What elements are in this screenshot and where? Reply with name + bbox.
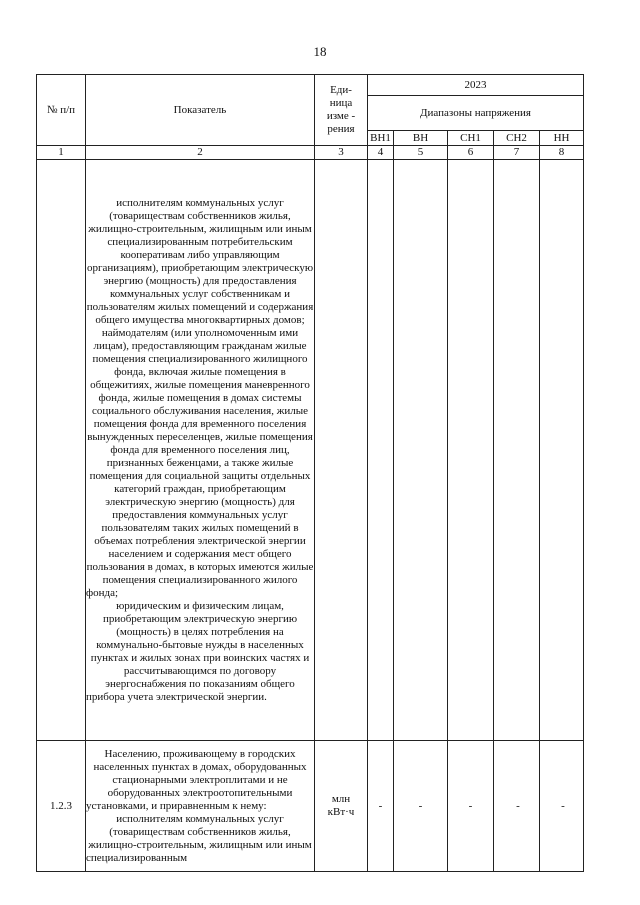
row-unit	[315, 741, 368, 872]
indicator-paragraph: юридическим и физическим лицам, приобретающим электрическую энергию (мощность) в целях потребления на коммунально-бытовые нужды в населенных пунктах и жилых зонах при воинских частях и рассчитывающимся по договору энергоснабжения по показаниям общего прибора учета электрической энергии.	[86, 599, 310, 703]
column-number: 8	[540, 146, 584, 160]
row-value-nn	[540, 160, 584, 741]
table-row	[37, 160, 584, 741]
unit-line: изме -	[326, 110, 356, 122]
column-number: 4	[368, 146, 394, 160]
column-number: 2	[86, 146, 315, 160]
header-num-col: № п/п	[37, 75, 86, 146]
row-value-sn2	[494, 160, 540, 741]
row-value-sn1: -	[448, 741, 494, 872]
row-value-vn: -	[394, 741, 448, 872]
header-ranges-title: Диапазоны напряжения	[368, 96, 584, 131]
unit-line: рения	[327, 123, 355, 135]
column-number: 6	[448, 146, 494, 160]
row-indicator	[86, 741, 315, 872]
unit-line: Еди-	[330, 84, 352, 96]
header-range-vn1: ВН1	[368, 131, 394, 146]
unit-line: ница	[329, 97, 353, 109]
row-value-sn2: -	[494, 741, 540, 872]
unit-line: млн	[331, 793, 351, 805]
column-number: 3	[315, 146, 368, 160]
header-range-nn: НН	[540, 131, 584, 146]
row-value-vn	[394, 160, 448, 741]
table-row	[37, 741, 584, 872]
row-value-nn: -	[540, 741, 584, 872]
column-numbers-row	[37, 146, 584, 160]
header-year: 2023	[368, 75, 584, 96]
row-indicator	[86, 160, 315, 741]
indicators-table	[36, 74, 584, 872]
unit-line: кВт·ч	[327, 806, 355, 818]
row-unit	[315, 160, 368, 741]
indicator-paragraph: Населению, проживающему в городских населенных пунктах в домах, оборудованных стационарными электроплитами и не оборудованных электроотопительными установками, и приравненным к нему:	[86, 747, 307, 812]
indicator-paragraph: исполнителям коммунальных услуг (товариществам собственников жилья, жилищно-строительным, жилищным или иным специализированным	[86, 812, 312, 864]
indicator-paragraph: исполнителям коммунальных услуг (товариществам собственников жилья, жилищно-строительным, жилищным или иным специализированным потребительским кооперативам либо управляющим организациям), приобретающим электрическую энергию (мощность) для предоставления коммунальных услуг собственникам и пользователям жилых помещений и содержания общего имущества многоквартирных домов; наймодателям (или уполномоченным ими лицам), предоставляющим гражданам жилые помещения специализированного жилищного фонда, включая жилые помещения в общежитиях, жилые помещения маневренного фонда, жилые помещения в домах системы социального обслуживания населения, жилые помещения фонда для временного поселения вынужденных переселенцев, жилые помещения фонда для временного поселения лиц, признанных беженцами, а также жилые помещения для социальной защиты отдельных категорий граждан, приобретающим электрическую энергию (мощность) для предоставления коммунальных услуг пользователям таких жилых помещений в объемах потребления электрической энергии населением и содержания мест общего пользования в домах, в которых имеются жилые помещения специализированного жилого фонда;	[86, 196, 314, 599]
row-value-vn1	[368, 160, 394, 741]
page-number: 18	[313, 44, 327, 59]
row-value-vn1: -	[368, 741, 394, 872]
header-range-vn: ВН	[394, 131, 448, 146]
header-range-sn2: СН2	[494, 131, 540, 146]
column-number: 7	[494, 146, 540, 160]
column-number: 1	[37, 146, 86, 160]
row-value-sn1	[448, 160, 494, 741]
header-indicator-col: Показатель	[86, 75, 315, 146]
header-unit-col	[315, 75, 368, 146]
row-code	[37, 160, 86, 741]
column-number: 5	[394, 146, 448, 160]
row-code: 1.2.3	[37, 741, 86, 872]
header-range-sn1: СН1	[448, 131, 494, 146]
